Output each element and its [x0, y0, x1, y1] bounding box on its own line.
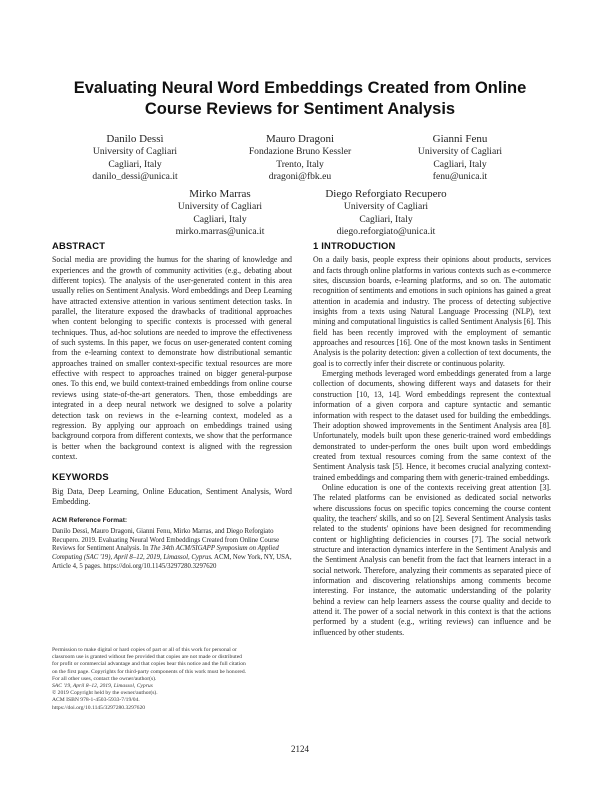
- author-location: Trento, Italy: [276, 158, 324, 170]
- acm-reference-authors-title: Danilo Dessì, Mauro Dragoni, Gianni Fenu, Mirko Marras, and Diego Reforgiato Recupero. 2019. Evaluating Neural Word Embeddings Created from Online Course Reviews for Sentiment Analysis. In: [52, 527, 280, 553]
- author-email: fenu@unica.it: [432, 171, 488, 183]
- permission-footnote: [52, 647, 292, 712]
- author-email: dragoni@fbk.eu: [268, 171, 332, 183]
- abstract-text: Social media are providing the humus for the sharing of knowledge and experiences and the growth of community activities (e.g., debating about different topics). The analysis of the user-generated content in this area usually relies on Sentiment Analysis. Word embeddings and Deep Learning have attracted extensive attention in various sentiment detection tasks. In parallel, the literature exposed the drawbacks of traditional approaches when content belonging to specific contexts is processed with general techniques. Thus, ad-hoc solutions are needed to improve the effectiveness of such systems. In this paper, we focus on user-generated content coming from the e-learning context to demonstrate how distributional semantic approaches trained on smaller context-specific textual resources are more effective with respect to approaches trained on bigger general-purpose ones. To this end, we build context-trained embeddings from online course reviews using state-of-the-art generators. Then, those embeddings are integrated in a deep neural network we designed to solve a polarity detection task on reviews in the e-learning context, modeled as a regression. By applying our approach on embeddings trained using background corpora from different contexts, we show that the performance is better when the background context is aligned with the regression context.: [52, 255, 292, 461]
- author-affiliation: University of Cagliari: [92, 146, 178, 157]
- author-name: Mirko Marras: [189, 188, 251, 200]
- author-block: [316, 187, 456, 239]
- permission-line: classroom use is granted without fee provided that copies are not made or distributed: [52, 654, 242, 661]
- acm-reference-heading: ACM Reference Format:: [52, 517, 128, 525]
- permission-isbn: ACM ISBN 978-1-4503-5933-7/19/04.: [52, 697, 140, 704]
- left-column: [52, 241, 292, 572]
- author-name: Mauro Dragoni: [265, 133, 335, 145]
- author-location: Cagliari, Italy: [433, 158, 487, 170]
- permission-line: on the first page. Copyrights for third-party components of this work must be honored.: [52, 668, 247, 675]
- keywords-heading: KEYWORDS: [52, 471, 109, 483]
- permission-line: Permission to make digital or hard copies of part or all of this work for personal or: [52, 647, 237, 653]
- author-name: Gianni Fenu: [432, 133, 488, 145]
- permission-doi[interactable]: https://doi.org/10.1145/3297280.3297620: [52, 704, 146, 711]
- acm-reference-rest: ACM, New York, NY, USA, Article 4, 5 pages. https://doi.org/10.1145/3297280.3297620: [52, 554, 292, 571]
- author-affiliation: Fondazione Bruno Kessler: [248, 146, 352, 157]
- author-block: [160, 187, 280, 239]
- permission-line: for profit or commercial advantage and that copies bear this notice and the full citation: [52, 661, 246, 668]
- paper-title: Evaluating Neural Word Embeddings Created from Online Course Reviews for Sentiment Analysis: [73, 79, 527, 118]
- right-column: [313, 241, 551, 638]
- author-email: danilo_dessi@unica.it: [92, 171, 178, 183]
- permission-venue: SAC '19, April 8–12, 2019, Limassol, Cyprus: [52, 683, 153, 690]
- acm-reference-venue: The 34th ACM/SIGAPP Symposium on Applied Computing (SAC '19), April 8–12, 2019, Limassol, Cyprus.: [52, 545, 279, 562]
- abstract-heading: ABSTRACT: [52, 240, 106, 251]
- author-block: [235, 132, 365, 184]
- author-name: Danilo Dessì: [106, 133, 164, 145]
- author-email: diego.reforgiato@unica.it: [336, 226, 436, 238]
- author-block: [80, 132, 190, 184]
- author-affiliation: University of Cagliari: [177, 201, 263, 212]
- author-location: Cagliari, Italy: [193, 213, 247, 225]
- author-email: mirko.marras@unica.it: [175, 226, 265, 238]
- introduction-heading: 1 INTRODUCTION: [313, 240, 396, 251]
- permission-line: For all other uses, contact the owner/author(s).: [52, 675, 157, 682]
- permission-copyright: © 2019 Copyright held by the owner/author(s).: [52, 690, 158, 697]
- introduction-paragraph: Emerging methods leveraged word embeddings generated from a large collection of documents, showing different ways and datasets for their construction [10, 13, 14]. Word embeddings represent the contextual information of a given corpora and capture syntactic and semantic information with respect to the dataset used for building the embeddings. Their adoption showed improvements in the Sentiment Analysis area [8]. Unfortunately, models built upon these generic-trained word embeddings demonstrated to under-perform the ones built upon word embeddings created from textual resources coming from the same context of the Sentiment Analysis task [5]. Hence, it becomes crucial analyzing context-trained embeddings and comparing them with generic-trained embeddings.: [313, 369, 551, 482]
- author-block: [405, 132, 515, 184]
- author-name: Diego Reforgiato Recupero: [325, 188, 447, 200]
- page-number: 2124: [291, 744, 309, 754]
- introduction-paragraph: On a daily basis, people express their opinions about products, services and facts through online platforms in various contexts such as e-commerce sites, discussion boards, e-learning platforms, and so on. The automatic recognition of sentiments and emotions in such opinions has gained a great attention in academia and industry. The process of detecting subjective insights from a texts using Natural Language Processing (NLP), text mining and computational linguistics is called Sentiment Analysis [6]. This field has been recently improved with the employment of semantic approaches and resources [16]. One of the most known tasks in Sentiment Analysis is the polarity detection: given a collection of text documents, the goal is to correctly infer their discrete or continuous polarity.: [313, 255, 551, 368]
- author-affiliation: University of Cagliari: [417, 146, 503, 157]
- author-location: Cagliari, Italy: [359, 213, 413, 225]
- introduction-paragraph: Online education is one of the contexts receiving great attention [3]. The related platforms can be envisioned as dedicated social networks where discussions focus on specific topics concerning the course content quality, the teachers' skills, and so on [2]. Several Sentiment Analysis tasks related to the students' opinions have been designed for recommending content or highlighting deficiencies in courses [7]. The social network structure and interaction dynamics interfere in the Sentiment Analysis and the Sentiment Analysis can benefit from the fact that learners interact in a social network. Therefore, analyzing their comments as separated piece of information and discovering relationships among comments become interesting. For instance, the automatic understanding of the polarity behind a review can help learners assess the course quality and decide to attend it. The power of a social network in this context is that the actions performed by a student (e.g., writing reviews) can influence and be influenced by other students.: [313, 482, 551, 637]
- author-affiliation: University of Cagliari: [343, 201, 429, 212]
- acm-reference-text: [52, 528, 292, 573]
- keywords-text: Big Data, Deep Learning, Online Education, Sentiment Analysis, Word Embedding.: [52, 486, 292, 506]
- author-location: Cagliari, Italy: [108, 158, 162, 170]
